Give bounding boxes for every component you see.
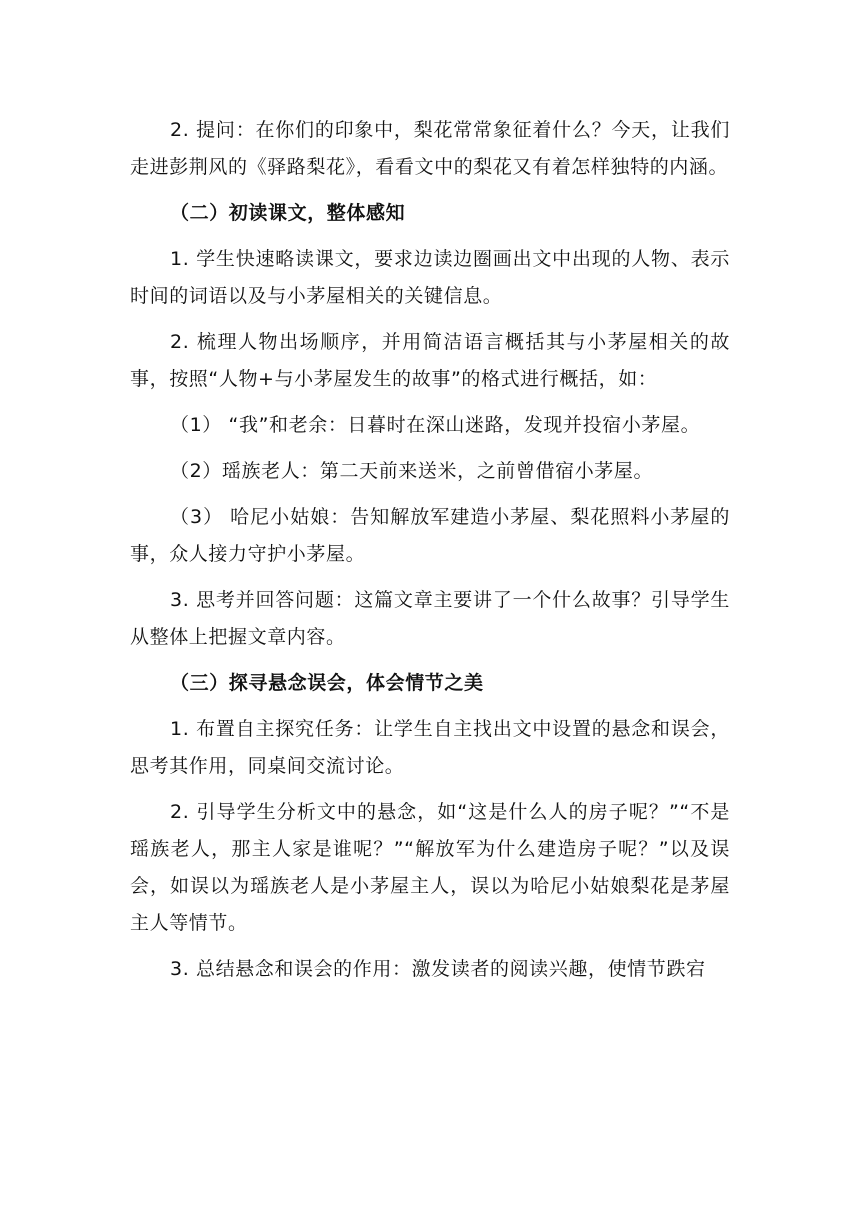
section-heading-3: （三）探寻悬念误会，体会情节之美 (170, 672, 484, 694)
paragraph-question-intro: 2. 提问：在你们的印象中，梨花常常象征着什么？今天，让我们走进彭荆风的《驿路梨花》，看看文中的梨花又有着怎样独特的内涵。 (130, 119, 730, 178)
list-item-2: （2）瑶族老人：第二天前来送米，之前曾借宿小茅屋。 (170, 460, 654, 482)
paragraph-inquiry-task: 1. 布置自主探究任务：让学生自主找出文中设置的悬念和误会，思考其作用，同桌间交流讨论。 (130, 718, 730, 777)
document-body (130, 112, 730, 997)
paragraph-summary: 3. 总结悬念和误会的作用：激发读者的阅读兴趣，使情节跌宕 (170, 958, 706, 980)
paragraph-skim-reading: 1. 学生快速略读课文，要求边读边圈画出文中出现的人物、表示时间的词语以及与小茅屋相关的关键信息。 (130, 248, 730, 307)
list-item-3: （3） 哈尼小姑娘：告知解放军建造小茅屋、梨花照料小茅屋的事，众人接力守护小茅屋。 (130, 506, 730, 565)
paragraph-main-story: 3. 思考并回答问题：这篇文章主要讲了一个什么故事？引导学生从整体上把握文章内容。 (130, 589, 730, 648)
paragraph-suspense-analysis: 2. 引导学生分析文中的悬念，如“这是什么人的房子呢？”“不是瑶族老人，那主人家是谁呢？”“解放军为什么建造房子呢？”以及误会，如误以为瑶族老人是小茅屋主人，误以为哈尼小姑娘梨花是茅屋主人等情节。 (130, 801, 730, 934)
list-item-1: （1） “我”和老余：日暮时在深山迷路，发现并投宿小茅屋。 (170, 414, 701, 436)
paragraph-character-order: 2. 梳理人物出场顺序，并用简洁语言概括其与小茅屋相关的故事，按照“人物+与小茅屋发生的故事”的格式进行概括，如： (130, 331, 730, 390)
section-heading-2: （二）初读课文，整体感知 (170, 202, 406, 224)
